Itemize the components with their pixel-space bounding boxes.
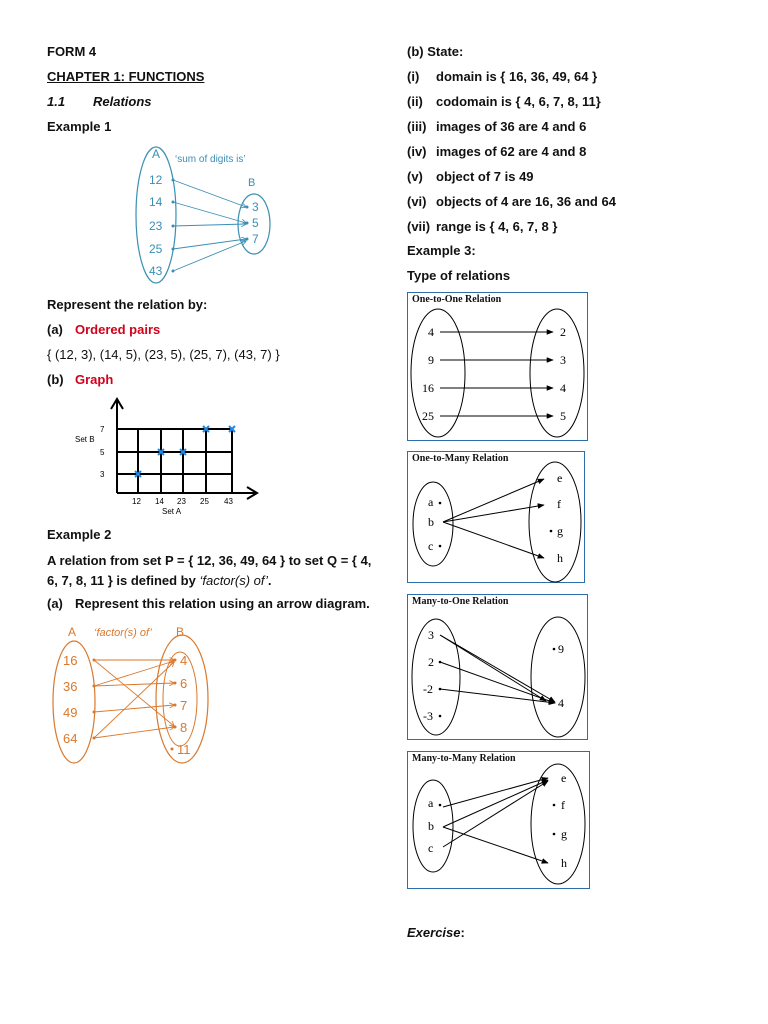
list-item-num: (ii) xyxy=(407,94,423,109)
example-2-line-1: A relation from set P = { 12, 36, 49, 64 } to set Q = { 4, xyxy=(47,553,372,568)
set-a-item: 23 xyxy=(149,219,163,233)
set-b-item: 11 xyxy=(177,742,191,757)
panel-title: One-to-One Relation xyxy=(412,294,502,305)
set-b-item: 2 xyxy=(560,325,566,339)
one-to-many-panel xyxy=(407,451,585,583)
set-b-item: e xyxy=(557,471,563,485)
represent-instruction: Represent the relation by: xyxy=(47,297,208,312)
x-tick: 12 xyxy=(132,497,141,506)
types-heading: Type of relations xyxy=(407,268,511,283)
set-a-item: c xyxy=(428,539,434,553)
list-item-num: (v) xyxy=(407,169,423,184)
list-item-num: (iv) xyxy=(407,144,427,159)
relation-label: ‘sum of digits is’ xyxy=(175,154,246,165)
arrow-diagram-sum-of-digits xyxy=(130,140,290,290)
arrow-diagram-factors xyxy=(50,622,220,767)
y-axis-title: Set B xyxy=(75,435,95,444)
example-3-heading: Example 3: xyxy=(407,243,476,258)
set-b-item: 5 xyxy=(252,216,259,230)
part-b-state: (b) State: xyxy=(407,44,464,59)
set-b-item: g xyxy=(557,524,563,538)
set-a-item: 36 xyxy=(63,679,78,694)
set-a-item: 25 xyxy=(422,409,434,423)
chapter-title: CHAPTER 1: FUNCTIONS xyxy=(47,69,205,84)
list-item-text: objects of 4 are 16, 36 and 64 xyxy=(436,194,616,209)
set-b-item: e xyxy=(561,771,567,785)
set-b-item: 7 xyxy=(180,698,188,713)
set-a-item: b xyxy=(428,515,434,529)
y-tick: 3 xyxy=(100,470,105,479)
y-tick: 5 xyxy=(100,448,105,457)
part-a-label: (a) xyxy=(47,322,63,337)
set-b-item: 8 xyxy=(180,720,188,735)
one-to-one-diagram xyxy=(408,293,587,440)
list-item-text: codomain is { 4, 6, 7, 8, 11} xyxy=(436,94,601,109)
x-tick: 43 xyxy=(224,497,233,506)
set-a-item: 3 xyxy=(428,628,434,642)
list-item-text: images of 36 are 4 and 6 xyxy=(436,119,587,134)
x-tick: 25 xyxy=(200,497,209,506)
panel-title: One-to-Many Relation xyxy=(412,453,509,464)
set-a-item: a xyxy=(428,495,434,509)
set-b-item: 7 xyxy=(252,232,259,246)
set-a-item: 14 xyxy=(149,195,163,209)
part-b-label: (b) xyxy=(47,372,64,387)
list-item-text: object of 7 is 49 xyxy=(436,169,534,184)
x-axis-title: Set A xyxy=(162,507,182,516)
list-item-text: domain is { 16, 36, 49, 64 } xyxy=(436,69,598,84)
set-b-item: 9 xyxy=(558,642,564,656)
ordered-pairs-set: { (12, 3), (14, 5), (23, 5), (25, 7), (43, 7) } xyxy=(47,347,280,362)
set-a-item: 64 xyxy=(63,731,78,746)
set-a-item: c xyxy=(428,841,434,855)
form-label: FORM 4 xyxy=(47,44,97,59)
set-a-item: 4 xyxy=(428,325,434,339)
list-item-num: (i) xyxy=(407,69,420,84)
set-b-item: 4 xyxy=(558,696,564,710)
set-a-item: 49 xyxy=(63,705,78,720)
ordered-pairs-heading: Ordered pairs xyxy=(75,322,161,337)
set-a-item: 12 xyxy=(149,173,163,187)
y-tick: 7 xyxy=(100,425,105,434)
set-a-item: b xyxy=(428,819,434,833)
graph-heading: Graph xyxy=(75,372,114,387)
set-b-label: B xyxy=(248,177,256,189)
set-b-item: f xyxy=(561,798,565,812)
relation-graph xyxy=(70,393,270,523)
one-to-many-diagram xyxy=(408,452,584,582)
set-b-item: h xyxy=(561,856,567,870)
panel-title: Many-to-Many Relation xyxy=(412,753,516,764)
example-2-line-2: 6, 7, 8, 11 } is defined by ‘factor(s) of’. xyxy=(47,573,272,588)
set-b-item: 5 xyxy=(560,409,566,423)
many-to-many-panel xyxy=(407,751,590,889)
panel-title: Many-to-One Relation xyxy=(412,596,509,607)
set-b-item: 3 xyxy=(252,200,259,214)
x-tick: 14 xyxy=(155,497,164,506)
set-a-label: A xyxy=(68,625,77,639)
list-item-num: (iii) xyxy=(407,119,427,134)
set-b-item: g xyxy=(561,827,567,841)
example-2-heading: Example 2 xyxy=(47,527,112,542)
many-to-many-diagram xyxy=(408,752,589,888)
set-a-item: 9 xyxy=(428,353,434,367)
set-a-item: 25 xyxy=(149,242,163,256)
set-a-item: a xyxy=(428,796,434,810)
part-a-label: (a) xyxy=(47,596,63,611)
one-to-one-panel xyxy=(407,292,588,441)
example-1-heading: Example 1 xyxy=(47,119,112,134)
set-a-item: -3 xyxy=(423,709,433,723)
set-b-item: h xyxy=(557,551,563,565)
many-to-one-diagram xyxy=(408,595,587,739)
example-2-instruction: Represent this relation using an arrow diagram. xyxy=(75,596,370,611)
list-item-text: images of 62 are 4 and 8 xyxy=(436,144,587,159)
set-b-item: 4 xyxy=(560,381,566,395)
set-b-item: f xyxy=(557,497,561,511)
list-item-num: (vi) xyxy=(407,194,427,209)
set-a-item: 16 xyxy=(422,381,434,395)
set-a-item: 43 xyxy=(149,264,163,278)
many-to-one-panel xyxy=(407,594,588,740)
list-item-num: (vii) xyxy=(407,219,431,234)
set-a-item: 16 xyxy=(63,653,78,668)
set-b-label: B xyxy=(176,625,185,639)
list-item-text: range is { 4, 6, 7, 8 } xyxy=(436,219,558,234)
set-b-item: 3 xyxy=(560,353,566,367)
section-number: 1.1 xyxy=(47,94,66,109)
section-title: Relations xyxy=(93,94,152,109)
set-b-item: 6 xyxy=(180,676,188,691)
x-tick: 23 xyxy=(177,497,186,506)
set-a-label: A xyxy=(152,147,161,161)
set-b-item: 4 xyxy=(180,653,188,668)
relation-label: ‘factor(s) of’ xyxy=(94,627,152,639)
exercise-heading: Exercise: xyxy=(407,925,465,940)
set-a-item: 2 xyxy=(428,655,434,669)
set-a-item: -2 xyxy=(423,682,433,696)
